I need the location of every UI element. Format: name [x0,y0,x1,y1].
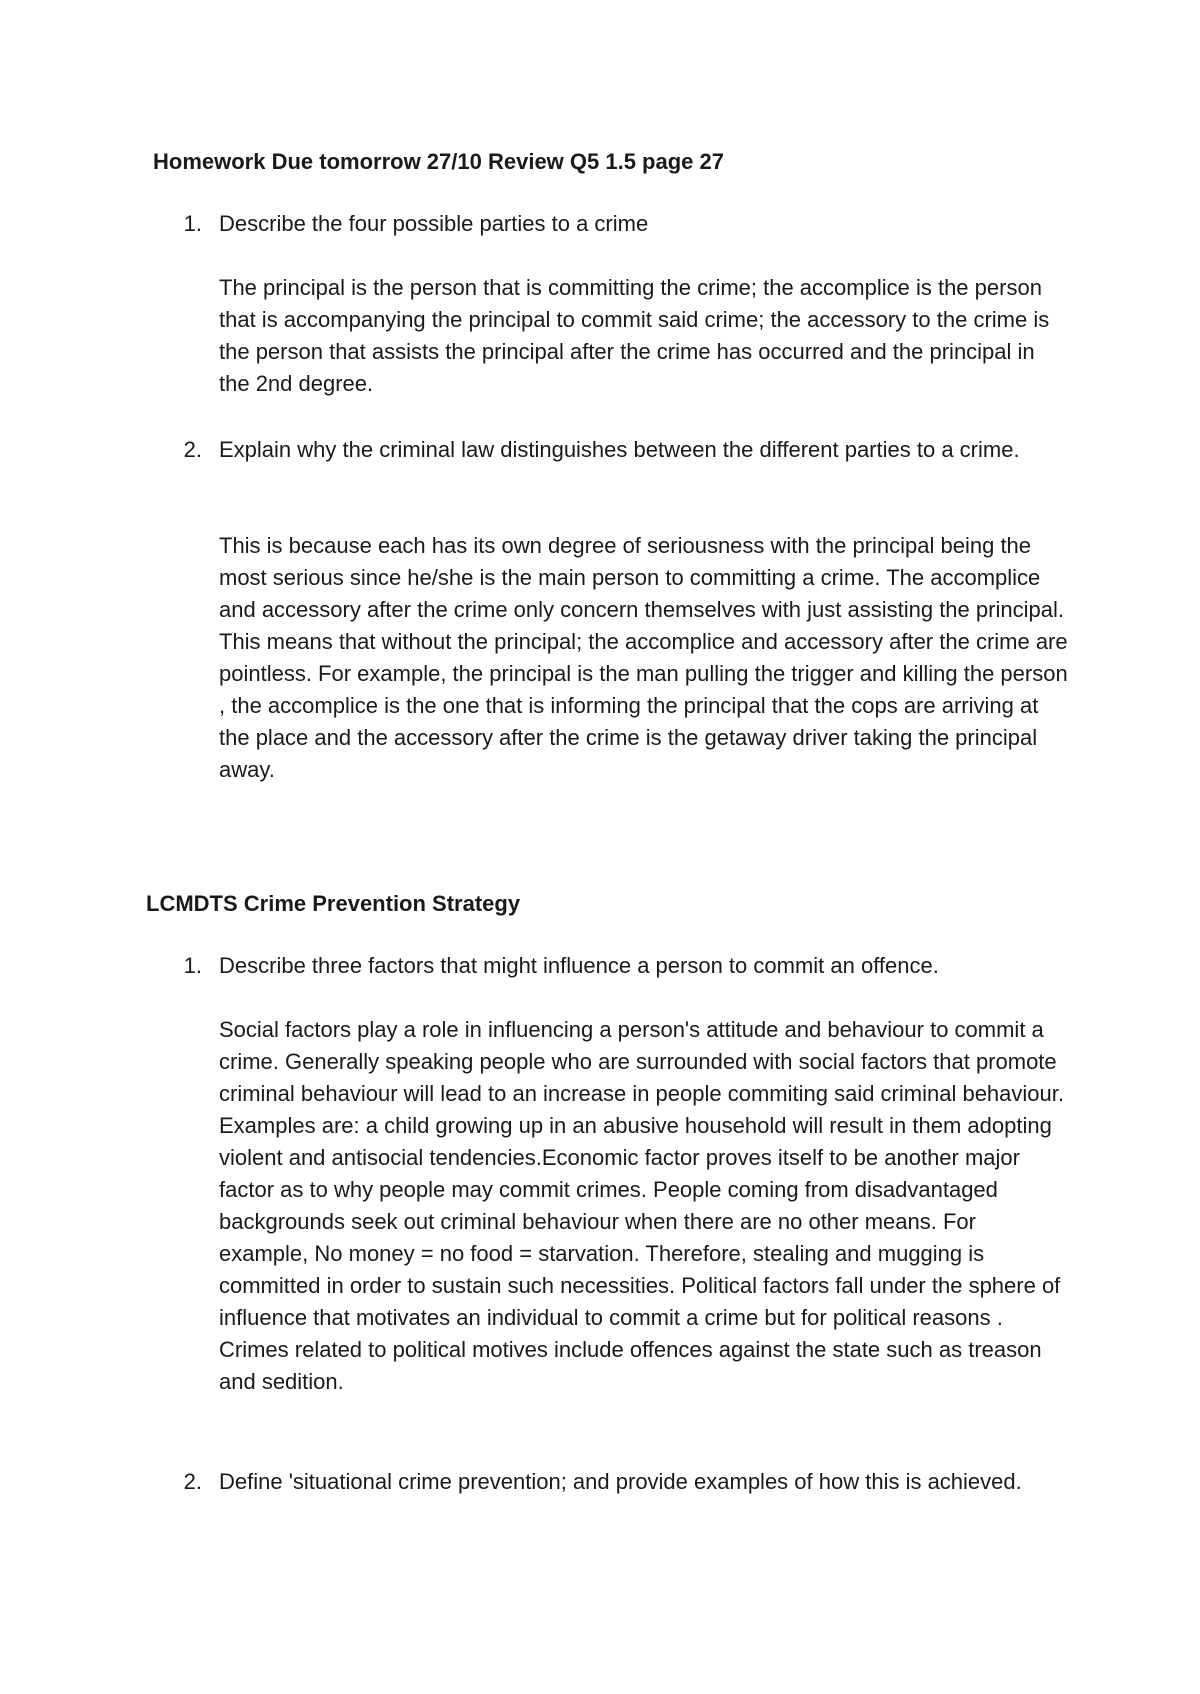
section-heading-homework: Homework Due tomorrow 27/10 Review Q5 1.5 page 27 [153,149,724,174]
answer-text: This is because each has its own degree of seriousness with the principal being the most serious since he/she is the main person to committing a crime. The accomplice and accessory after the crime only concern themselves with just assisting the principal. This means that without the principal; the accomplice and accessory after the crime are pointless. For example, the principal is the man pulling the trigger and killing the person , the accomplice is the one that is informing the principal that the cops are arriving at the place and the accessory after the crime is the getaway driver taking the principal away. [219,533,1068,782]
item-number: 1. [183,953,202,978]
question-text: Explain why the criminal law distinguishes between the different parties to a crime. [219,437,1020,462]
item-number: 2. [183,437,202,462]
item-number: 1. [183,211,202,236]
question-text: Describe the four possible parties to a crime [219,211,649,236]
question-text: Describe three factors that might influence a person to commit an offence. [219,953,939,978]
item-number: 2. [183,1469,202,1494]
answer-text: The principal is the person that is committing the crime; the accomplice is the person that is accompanying the principal to commit said crime; the accessory to the crime is the person that assists the principal after the crime has occurred and the principal in the 2nd degree. [219,275,1050,396]
answer-text: Social factors play a role in influencing a person's attitude and behaviour to commit a crime. Generally speaking people who are surrounded with social factors that promote criminal behaviour will lead to an increase in people commiting said criminal behaviour. Examples are: a child growing up in an abusive household will result in them adopting violent and antisocial tendencies.Economic factor proves itself to be another major factor as to why people may commit crimes. People coming from disadvantaged backgrounds seek out criminal behaviour when there are no other means. For example, No money = no food = starvation. Therefore, stealing and mugging is committed in order to sustain such necessities. Political factors fall under the sphere of influence that motivates an individual to commit a crime but for political reasons . Crimes related to political motives include offences against the state such as treason and sedition. [219,1017,1064,1394]
section-heading-crime-prevention: LCMDTS Crime Prevention Strategy [146,891,521,916]
question-text: Define 'situational crime prevention; and provide examples of how this is achieved. [219,1469,1022,1494]
